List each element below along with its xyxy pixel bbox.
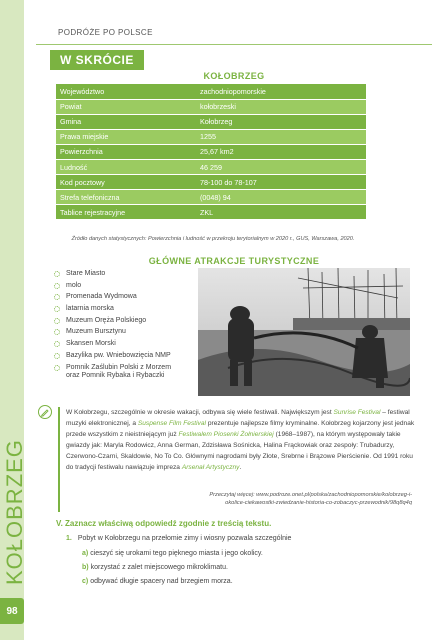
list-item <box>54 364 171 384</box>
fact-label: Powiat <box>56 99 196 114</box>
option-text: korzystać z zalet miejscowego mikroklimatu. <box>90 564 228 571</box>
task-question <box>66 535 291 542</box>
fact-value: Kołobrzeg <box>196 114 366 129</box>
vertical-city-title: KOŁOBRZEG <box>2 439 27 585</box>
fact-label: Tablice rejestracyjne <box>56 205 196 220</box>
fact-value: zachodniopomorskie <box>196 84 366 99</box>
fishermen-net-photo <box>198 268 410 396</box>
suspense-festival-name: Suspense Film Festival <box>137 420 206 427</box>
list-item <box>54 270 171 282</box>
option-letter: b) <box>82 564 89 571</box>
source-note: Źródło danych statystycznych: Powierzchnia i ludność w przekroju terytorialnym w 2020 r., GUS, Warszawa, 2020. <box>71 236 355 242</box>
list-item <box>54 305 171 317</box>
attraction-label <box>66 364 171 381</box>
attractions-title: GŁÓWNE ATRAKCJE TURYSTYCZNE <box>148 256 320 266</box>
fact-label: Kod pocztowy <box>56 175 196 190</box>
table-row <box>56 205 366 220</box>
bullet-icon <box>54 329 60 335</box>
attraction-label: Muzeum Bursztynu <box>66 328 126 336</box>
fact-label: Gmina <box>56 114 196 129</box>
attraction-label: Bazylika pw. Wniebowzięcia NMP <box>66 351 171 359</box>
attraction-label: Muzeum Oręża Polskiego <box>66 316 147 324</box>
bullet-icon <box>54 294 60 300</box>
festival-text-part: prezentuje najlepsze filmy kryminalne. Kołobrzeg kojarzony jest jednak przede wszystkim z nieistniejącym już <box>66 420 415 438</box>
read-more-link[interactable] <box>190 491 412 507</box>
bullet-icon <box>54 318 60 324</box>
answer-option-a[interactable] <box>82 550 263 557</box>
fact-label: Prawa miejskie <box>56 129 196 144</box>
fact-label: Ludność <box>56 159 196 174</box>
read-more-line: Przeczytaj więcej: www.podroze.onet.pl/polska/zachodniopomorskie/kolobrzeg-i- <box>209 492 412 498</box>
attraction-label: latarnia morska <box>66 305 114 313</box>
summary-badge: W SKRÓCIE <box>50 50 144 70</box>
fact-value: 46 259 <box>196 159 366 174</box>
fact-label: Powierzchnia <box>56 144 196 159</box>
fact-value: 78-100 do 78-107 <box>196 175 366 190</box>
soldier-song-festival-name: Festiwalem Piosenki Żołnierskiej <box>178 431 274 438</box>
festival-text-part: – festiwal muzyki elektronicznej, a <box>66 409 410 427</box>
table-row <box>56 159 366 174</box>
fact-label: Województwo <box>56 84 196 99</box>
table-row <box>56 114 366 129</box>
option-text: cieszyć się urokami tego pięknego miasta i jego okolicy. <box>90 550 263 557</box>
fact-value: 1255 <box>196 129 366 144</box>
attraction-label: Skansen Morski <box>66 340 116 348</box>
table-row <box>56 144 366 159</box>
list-item <box>54 317 171 329</box>
list-item <box>54 328 171 340</box>
fact-value: kołobrzeski <box>196 99 366 114</box>
arsenal-event-name: Arsenał Artystyczny <box>181 464 240 471</box>
table-row <box>56 129 366 144</box>
task-question-text: Pobyt w Kołobrzegu na przełomie zimy i wiosny pozwala szczególnie <box>77 535 292 542</box>
table-row <box>56 99 366 114</box>
festival-paragraph <box>66 407 416 473</box>
fact-value: ZKL <box>196 205 366 220</box>
fact-value: 25,67 km2 <box>196 144 366 159</box>
list-item <box>54 293 171 305</box>
facts-table <box>56 84 366 220</box>
sunrise-festival-name: Sunrise Festival <box>333 409 381 416</box>
harbor-photo <box>198 268 410 396</box>
list-item <box>54 282 171 294</box>
table-row <box>56 175 366 190</box>
read-more-line: okolice-ciekawostki-zwiedzanie-historia-co-zobaczyc-przewodnik/98q8q4q <box>225 500 412 506</box>
page-number: 98 <box>0 598 24 624</box>
bullet-icon <box>54 353 60 359</box>
section-title: PODRÓŻE PO POLSCE <box>58 28 153 37</box>
answer-option-c[interactable] <box>82 578 233 585</box>
bullet-icon <box>54 365 60 371</box>
bullet-icon <box>54 341 60 347</box>
city-title: KOŁOBRZEG <box>203 71 265 81</box>
festival-text-part: W Kołobrzegu, szczególnie w okresie wakacji, odbywa się wiele festiwali. Największym jest <box>66 409 332 416</box>
pencil-icon <box>38 405 52 419</box>
task-title: V. Zaznacz właściwą odpowiedź zgodnie z treścią tekstu. <box>56 519 272 528</box>
option-letter: a) <box>82 550 89 557</box>
attractions-list <box>54 270 171 384</box>
attraction-line: oraz Pomnik Rybaka i Rybaczki <box>66 372 165 379</box>
bullet-icon <box>54 306 60 312</box>
option-text: odbywać długie spacery nad brzegiem morza. <box>90 578 233 585</box>
option-letter: c) <box>82 578 89 585</box>
bullet-icon <box>54 271 60 277</box>
list-item <box>54 340 171 352</box>
attraction-line: Pomnik Zaślubin Polski z Morzem <box>66 363 172 371</box>
fact-label: Strefa telefoniczna <box>56 190 196 205</box>
table-row <box>56 190 366 205</box>
festival-text-part: (1968–1987), na którym występowały takie gwiazdy jak: Maryla Rodowicz, Anna German, Zdzisława Sośnicka, Halina Frąckowiak oraz zespoły: Trubadurzy, Czerwono-Czarni, Skaldowie, No To Co. Głównymi nagrodami były Złote, Srebrne i Brązowe Pierścienie. Od 1991 roku do tradycji festiwalu nawiązuje impreza <box>66 431 413 471</box>
attraction-label: Stare Miasto <box>66 270 106 277</box>
list-item <box>54 352 171 364</box>
header-divider <box>36 44 432 45</box>
festival-accent-bar <box>58 407 60 512</box>
fact-value: (0048) 94 <box>196 190 366 205</box>
answer-option-b[interactable] <box>82 564 228 571</box>
task-number: 1. <box>66 535 72 542</box>
festival-text-part: . <box>239 464 242 471</box>
attraction-label: molo <box>66 281 82 289</box>
bullet-icon <box>54 283 60 289</box>
table-row <box>56 84 366 99</box>
attraction-label: Promenada Wydmowa <box>66 293 137 301</box>
